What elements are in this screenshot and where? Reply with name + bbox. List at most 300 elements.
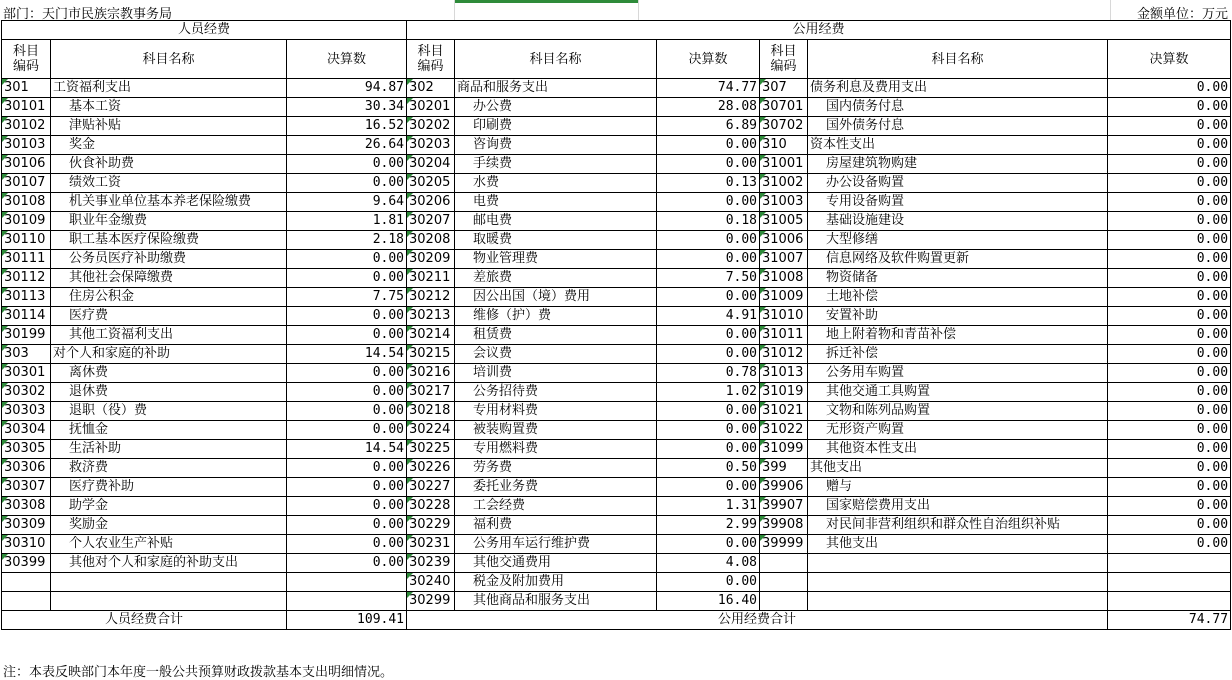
text-number-marker-icon bbox=[2, 326, 8, 332]
row-name[interactable]: 国家赔偿费用支出 bbox=[808, 497, 1108, 516]
row-amount[interactable]: 0.00 bbox=[1108, 117, 1231, 136]
public-total-value[interactable]: 74.77 bbox=[1108, 611, 1231, 630]
row-code[interactable]: 30225 bbox=[407, 440, 455, 459]
row-amount[interactable]: 0.00 bbox=[287, 326, 407, 345]
row-code[interactable]: 30205 bbox=[407, 174, 455, 193]
row-code[interactable]: 31013 bbox=[760, 364, 808, 383]
row-name[interactable]: 奖金 bbox=[51, 136, 287, 155]
row-amount[interactable]: 0.00 bbox=[287, 497, 407, 516]
row-name[interactable]: 救济费 bbox=[51, 459, 287, 478]
text-number-marker-icon bbox=[407, 440, 413, 446]
row-name[interactable]: 津贴补贴 bbox=[51, 117, 287, 136]
row-amount[interactable]: 30.34 bbox=[287, 98, 407, 117]
row-code[interactable]: 31010 bbox=[760, 307, 808, 326]
row-name[interactable]: 公务用车购置 bbox=[808, 364, 1108, 383]
row-name[interactable]: 被装购置费 bbox=[455, 421, 657, 440]
row-name[interactable]: 资本性支出 bbox=[808, 136, 1108, 155]
text-number-marker-icon bbox=[760, 364, 766, 370]
row-amount[interactable]: 4.91 bbox=[657, 307, 760, 326]
row-amount[interactable]: 0.00 bbox=[657, 402, 760, 421]
row-name[interactable] bbox=[808, 554, 1108, 573]
row-name[interactable]: 国内债务付息 bbox=[808, 98, 1108, 117]
row-amount[interactable]: 0.13 bbox=[657, 174, 760, 193]
row-name[interactable]: 商品和服务支出 bbox=[455, 79, 657, 98]
text-number-marker-icon bbox=[760, 288, 766, 294]
text-number-marker-icon bbox=[407, 193, 413, 199]
text-number-marker-icon bbox=[2, 459, 8, 465]
text-number-marker-icon bbox=[760, 535, 766, 541]
table-row bbox=[2, 174, 1231, 193]
row-amount[interactable]: 0.00 bbox=[287, 269, 407, 288]
row-name[interactable]: 机关事业单位基本养老保险缴费 bbox=[51, 193, 287, 212]
row-amount[interactable]: 0.00 bbox=[287, 383, 407, 402]
row-amount[interactable]: 14.54 bbox=[287, 345, 407, 364]
row-name[interactable]: 会议费 bbox=[455, 345, 657, 364]
row-name[interactable]: 文物和陈列品购置 bbox=[808, 402, 1108, 421]
row-name[interactable]: 职业年金缴费 bbox=[51, 212, 287, 231]
row-code[interactable]: 30303 bbox=[2, 402, 51, 421]
row-name[interactable]: 公务招待费 bbox=[455, 383, 657, 402]
row-amount[interactable]: 28.08 bbox=[657, 98, 760, 117]
row-code[interactable]: 30309 bbox=[2, 516, 51, 535]
row-name[interactable]: 安置补助 bbox=[808, 307, 1108, 326]
row-name[interactable]: 抚恤金 bbox=[51, 421, 287, 440]
row-amount[interactable]: 0.00 bbox=[657, 535, 760, 554]
row-amount[interactable]: 0.00 bbox=[657, 193, 760, 212]
row-amount[interactable]: 1.02 bbox=[657, 383, 760, 402]
row-amount[interactable]: 0.00 bbox=[1108, 516, 1231, 535]
row-code[interactable]: 30203 bbox=[407, 136, 455, 155]
row-amount[interactable]: 4.08 bbox=[657, 554, 760, 573]
text-number-marker-icon bbox=[407, 459, 413, 465]
row-name[interactable]: 专用设备购置 bbox=[808, 193, 1108, 212]
row-name[interactable]: 个人农业生产补贴 bbox=[51, 535, 287, 554]
table-row bbox=[2, 573, 1231, 592]
table-row bbox=[2, 307, 1231, 326]
section-personnel: 人员经费 bbox=[2, 21, 407, 40]
row-code[interactable]: 30308 bbox=[2, 497, 51, 516]
row-code[interactable]: 30206 bbox=[407, 193, 455, 212]
row-amount[interactable]: 74.77 bbox=[657, 79, 760, 98]
row-name[interactable]: 绩效工资 bbox=[51, 174, 287, 193]
row-amount[interactable]: 0.00 bbox=[1108, 383, 1231, 402]
row-name[interactable]: 土地补偿 bbox=[808, 288, 1108, 307]
row-name[interactable]: 差旅费 bbox=[455, 269, 657, 288]
row-name[interactable] bbox=[808, 573, 1108, 592]
row-amount[interactable]: 0.00 bbox=[287, 478, 407, 497]
row-name[interactable]: 债务利息及费用支出 bbox=[808, 79, 1108, 98]
text-number-marker-icon bbox=[2, 193, 8, 199]
row-amount[interactable]: 0.00 bbox=[1108, 478, 1231, 497]
row-code[interactable]: 30399 bbox=[2, 554, 51, 573]
row-amount[interactable]: 0.00 bbox=[1108, 250, 1231, 269]
row-amount[interactable]: 16.40 bbox=[657, 592, 760, 611]
text-number-marker-icon bbox=[760, 250, 766, 256]
row-name[interactable]: 无形资产购置 bbox=[808, 421, 1108, 440]
text-number-marker-icon bbox=[760, 383, 766, 389]
row-name[interactable]: 办公费 bbox=[455, 98, 657, 117]
row-code[interactable]: 39908 bbox=[760, 516, 808, 535]
row-name[interactable]: 医疗费 bbox=[51, 307, 287, 326]
row-name[interactable]: 租赁费 bbox=[455, 326, 657, 345]
row-code[interactable]: 302 bbox=[407, 79, 455, 98]
row-code[interactable] bbox=[2, 592, 51, 611]
col-header-name: 科目名称 bbox=[808, 40, 1108, 79]
row-code[interactable]: 31001 bbox=[760, 155, 808, 174]
text-number-marker-icon bbox=[760, 136, 766, 142]
row-name[interactable]: 其他支出 bbox=[808, 535, 1108, 554]
row-name[interactable] bbox=[808, 592, 1108, 611]
row-amount[interactable]: 0.00 bbox=[1108, 79, 1231, 98]
row-amount[interactable]: 0.00 bbox=[287, 307, 407, 326]
row-name[interactable] bbox=[51, 573, 287, 592]
row-name[interactable]: 职工基本医疗保险缴费 bbox=[51, 231, 287, 250]
row-amount[interactable]: 0.00 bbox=[1108, 497, 1231, 516]
row-code[interactable]: 31019 bbox=[760, 383, 808, 402]
row-code[interactable]: 30212 bbox=[407, 288, 455, 307]
row-amount[interactable]: 0.00 bbox=[1108, 269, 1231, 288]
text-number-marker-icon bbox=[760, 231, 766, 237]
row-name[interactable]: 对民间非营利组织和群众性自治组织补贴 bbox=[808, 516, 1108, 535]
row-name[interactable]: 税金及附加费用 bbox=[455, 573, 657, 592]
row-amount[interactable]: 0.00 bbox=[1108, 155, 1231, 174]
row-code[interactable]: 30112 bbox=[2, 269, 51, 288]
row-code[interactable]: 39907 bbox=[760, 497, 808, 516]
row-amount[interactable]: 0.00 bbox=[657, 421, 760, 440]
row-code[interactable]: 303 bbox=[2, 345, 51, 364]
row-code[interactable]: 30113 bbox=[2, 288, 51, 307]
row-code[interactable] bbox=[760, 592, 808, 611]
text-number-marker-icon bbox=[2, 554, 8, 560]
row-amount[interactable]: 0.00 bbox=[657, 155, 760, 174]
row-name[interactable]: 房屋建筑物购建 bbox=[808, 155, 1108, 174]
row-name[interactable]: 基础设施建设 bbox=[808, 212, 1108, 231]
row-code[interactable]: 31099 bbox=[760, 440, 808, 459]
text-number-marker-icon bbox=[407, 554, 413, 560]
table-row bbox=[2, 421, 1231, 440]
row-code[interactable]: 31007 bbox=[760, 250, 808, 269]
row-code[interactable]: 30209 bbox=[407, 250, 455, 269]
row-code[interactable] bbox=[2, 573, 51, 592]
row-code[interactable]: 30217 bbox=[407, 383, 455, 402]
row-name[interactable]: 工资福利支出 bbox=[51, 79, 287, 98]
table-row bbox=[2, 117, 1231, 136]
row-name[interactable]: 维修（护）费 bbox=[455, 307, 657, 326]
row-code[interactable]: 31002 bbox=[760, 174, 808, 193]
row-amount[interactable]: 0.00 bbox=[1108, 231, 1231, 250]
row-amount[interactable]: 0.00 bbox=[657, 440, 760, 459]
row-code[interactable] bbox=[760, 554, 808, 573]
row-name[interactable]: 手续费 bbox=[455, 155, 657, 174]
row-code[interactable]: 399 bbox=[760, 459, 808, 478]
row-name[interactable]: 其他交通工具购置 bbox=[808, 383, 1108, 402]
row-name[interactable]: 水费 bbox=[455, 174, 657, 193]
row-code[interactable]: 30301 bbox=[2, 364, 51, 383]
row-name[interactable]: 赠与 bbox=[808, 478, 1108, 497]
row-name[interactable]: 大型修缮 bbox=[808, 231, 1108, 250]
row-amount[interactable]: 0.00 bbox=[1108, 535, 1231, 554]
row-code[interactable]: 30229 bbox=[407, 516, 455, 535]
row-code[interactable]: 301 bbox=[2, 79, 51, 98]
row-amount[interactable]: 0.00 bbox=[657, 288, 760, 307]
row-code[interactable]: 31008 bbox=[760, 269, 808, 288]
row-amount[interactable]: 94.87 bbox=[287, 79, 407, 98]
row-name[interactable]: 住房公积金 bbox=[51, 288, 287, 307]
row-amount[interactable]: 0.00 bbox=[657, 478, 760, 497]
row-amount[interactable]: 0.00 bbox=[657, 345, 760, 364]
row-amount[interactable]: 0.00 bbox=[287, 250, 407, 269]
row-amount[interactable]: 0.00 bbox=[1108, 307, 1231, 326]
table-row bbox=[2, 155, 1231, 174]
row-code[interactable]: 30101 bbox=[2, 98, 51, 117]
row-code[interactable]: 31022 bbox=[760, 421, 808, 440]
row-amount[interactable]: 0.00 bbox=[1108, 288, 1231, 307]
row-amount[interactable]: 1.81 bbox=[287, 212, 407, 231]
row-code[interactable]: 31003 bbox=[760, 193, 808, 212]
row-name[interactable]: 助学金 bbox=[51, 497, 287, 516]
row-code[interactable]: 30701 bbox=[760, 98, 808, 117]
text-number-marker-icon bbox=[407, 497, 413, 503]
row-name[interactable]: 其他工资福利支出 bbox=[51, 326, 287, 345]
row-amount[interactable]: 0.00 bbox=[1108, 326, 1231, 345]
row-code[interactable]: 30108 bbox=[2, 193, 51, 212]
row-name[interactable]: 电费 bbox=[455, 193, 657, 212]
row-amount[interactable]: 0.00 bbox=[657, 326, 760, 345]
text-number-marker-icon bbox=[760, 307, 766, 313]
row-amount[interactable]: 2.99 bbox=[657, 516, 760, 535]
row-amount[interactable]: 7.50 bbox=[657, 269, 760, 288]
row-amount[interactable]: 1.31 bbox=[657, 497, 760, 516]
row-code[interactable]: 30306 bbox=[2, 459, 51, 478]
row-code[interactable]: 30201 bbox=[407, 98, 455, 117]
row-name[interactable]: 其他资本性支出 bbox=[808, 440, 1108, 459]
text-number-marker-icon bbox=[407, 155, 413, 161]
totals-row bbox=[2, 611, 1231, 630]
row-name[interactable]: 信息网络及软件购置更新 bbox=[808, 250, 1108, 269]
row-code[interactable]: 30213 bbox=[407, 307, 455, 326]
row-name[interactable]: 其他对个人和家庭的补助支出 bbox=[51, 554, 287, 573]
table-row bbox=[2, 326, 1231, 345]
row-name[interactable]: 委托业务费 bbox=[455, 478, 657, 497]
row-name[interactable]: 对个人和家庭的补助 bbox=[51, 345, 287, 364]
row-code[interactable]: 307 bbox=[760, 79, 808, 98]
text-number-marker-icon bbox=[760, 155, 766, 161]
row-name[interactable]: 取暖费 bbox=[455, 231, 657, 250]
row-name[interactable]: 物资储备 bbox=[808, 269, 1108, 288]
row-amount[interactable]: 2.18 bbox=[287, 231, 407, 250]
row-code[interactable]: 30299 bbox=[407, 592, 455, 611]
row-name[interactable]: 其他支出 bbox=[808, 459, 1108, 478]
row-amount[interactable]: 0.00 bbox=[657, 573, 760, 592]
row-amount[interactable] bbox=[1108, 592, 1231, 611]
row-amount[interactable]: 0.00 bbox=[1108, 364, 1231, 383]
col-header-code-text: 科目 bbox=[770, 44, 797, 59]
row-code[interactable]: 31005 bbox=[760, 212, 808, 231]
row-amount[interactable]: 0.00 bbox=[1108, 345, 1231, 364]
row-amount[interactable]: 0.00 bbox=[1108, 421, 1231, 440]
row-code[interactable]: 30207 bbox=[407, 212, 455, 231]
row-code[interactable]: 30107 bbox=[2, 174, 51, 193]
row-code[interactable]: 30208 bbox=[407, 231, 455, 250]
row-code[interactable]: 30305 bbox=[2, 440, 51, 459]
row-code[interactable]: 30307 bbox=[2, 478, 51, 497]
row-code[interactable]: 31011 bbox=[760, 326, 808, 345]
row-code[interactable]: 30302 bbox=[2, 383, 51, 402]
row-code[interactable]: 30103 bbox=[2, 136, 51, 155]
text-number-marker-icon bbox=[2, 364, 8, 370]
row-amount[interactable]: 0.00 bbox=[1108, 402, 1231, 421]
row-code[interactable]: 30218 bbox=[407, 402, 455, 421]
text-number-marker-icon bbox=[407, 250, 413, 256]
row-amount[interactable]: 0.00 bbox=[287, 402, 407, 421]
row-code[interactable]: 30239 bbox=[407, 554, 455, 573]
row-amount[interactable]: 0.00 bbox=[287, 174, 407, 193]
text-number-marker-icon bbox=[2, 98, 8, 104]
personnel-total-value[interactable]: 109.41 bbox=[287, 611, 407, 630]
row-amount[interactable]: 0.78 bbox=[657, 364, 760, 383]
row-code[interactable]: 31009 bbox=[760, 288, 808, 307]
personnel-total-label[interactable]: 人员经费合计 bbox=[2, 611, 287, 630]
row-code[interactable]: 30102 bbox=[2, 117, 51, 136]
row-name[interactable]: 因公出国（境）费用 bbox=[455, 288, 657, 307]
row-code[interactable]: 310 bbox=[760, 136, 808, 155]
row-name[interactable]: 奖励金 bbox=[51, 516, 287, 535]
row-code[interactable]: 30310 bbox=[2, 535, 51, 554]
row-name[interactable]: 专用材料费 bbox=[455, 402, 657, 421]
row-amount[interactable]: 0.00 bbox=[1108, 440, 1231, 459]
row-amount[interactable]: 0.00 bbox=[287, 155, 407, 174]
row-code[interactable]: 39999 bbox=[760, 535, 808, 554]
row-amount[interactable]: 0.00 bbox=[1108, 136, 1231, 155]
row-name[interactable]: 邮电费 bbox=[455, 212, 657, 231]
row-amount[interactable]: 0.00 bbox=[1108, 174, 1231, 193]
row-name[interactable]: 咨询费 bbox=[455, 136, 657, 155]
text-number-marker-icon bbox=[760, 174, 766, 180]
row-amount[interactable]: 0.18 bbox=[657, 212, 760, 231]
row-code[interactable]: 30111 bbox=[2, 250, 51, 269]
row-amount[interactable] bbox=[1108, 573, 1231, 592]
text-number-marker-icon bbox=[407, 421, 413, 427]
row-name[interactable]: 地上附着物和青苗补偿 bbox=[808, 326, 1108, 345]
row-amount[interactable]: 0.00 bbox=[657, 250, 760, 269]
text-number-marker-icon bbox=[407, 117, 413, 123]
row-code[interactable]: 30199 bbox=[2, 326, 51, 345]
row-code[interactable]: 30202 bbox=[407, 117, 455, 136]
row-amount[interactable]: 0.50 bbox=[657, 459, 760, 478]
row-code[interactable]: 31012 bbox=[760, 345, 808, 364]
row-code[interactable]: 30227 bbox=[407, 478, 455, 497]
row-name[interactable]: 办公设备购置 bbox=[808, 174, 1108, 193]
column-divider bbox=[1110, 0, 1111, 20]
row-name[interactable]: 医疗费补助 bbox=[51, 478, 287, 497]
row-code[interactable]: 30109 bbox=[2, 212, 51, 231]
row-code[interactable]: 30304 bbox=[2, 421, 51, 440]
row-name[interactable]: 劳务费 bbox=[455, 459, 657, 478]
row-code[interactable]: 30110 bbox=[2, 231, 51, 250]
row-name[interactable]: 福利费 bbox=[455, 516, 657, 535]
row-name[interactable]: 基本工资 bbox=[51, 98, 287, 117]
text-number-marker-icon bbox=[2, 307, 8, 313]
col-header-amount: 决算数 bbox=[1108, 40, 1231, 79]
row-code[interactable]: 30204 bbox=[407, 155, 455, 174]
row-amount[interactable]: 0.00 bbox=[287, 554, 407, 573]
row-code[interactable] bbox=[760, 573, 808, 592]
row-code[interactable]: 39906 bbox=[760, 478, 808, 497]
row-name[interactable]: 其他交通费用 bbox=[455, 554, 657, 573]
row-amount[interactable] bbox=[287, 573, 407, 592]
row-amount[interactable]: 0.00 bbox=[287, 516, 407, 535]
row-amount[interactable]: 0.00 bbox=[657, 136, 760, 155]
text-number-marker-icon bbox=[2, 79, 8, 85]
row-amount[interactable] bbox=[1108, 554, 1231, 573]
text-number-marker-icon bbox=[2, 535, 8, 541]
row-amount[interactable]: 0.00 bbox=[1108, 459, 1231, 478]
row-name[interactable]: 物业管理费 bbox=[455, 250, 657, 269]
row-amount[interactable]: 0.00 bbox=[1108, 212, 1231, 231]
row-code[interactable]: 30214 bbox=[407, 326, 455, 345]
row-code[interactable]: 30231 bbox=[407, 535, 455, 554]
row-code[interactable]: 30106 bbox=[2, 155, 51, 174]
row-code[interactable]: 30211 bbox=[407, 269, 455, 288]
row-code[interactable]: 30216 bbox=[407, 364, 455, 383]
row-name[interactable]: 印刷费 bbox=[455, 117, 657, 136]
row-code[interactable]: 30240 bbox=[407, 573, 455, 592]
text-number-marker-icon bbox=[2, 231, 8, 237]
row-code[interactable]: 30224 bbox=[407, 421, 455, 440]
row-code[interactable]: 30226 bbox=[407, 459, 455, 478]
row-name[interactable]: 专用燃料费 bbox=[455, 440, 657, 459]
row-name[interactable]: 培训费 bbox=[455, 364, 657, 383]
row-amount[interactable]: 0.00 bbox=[1108, 98, 1231, 117]
row-name[interactable]: 公务员医疗补助缴费 bbox=[51, 250, 287, 269]
row-name[interactable]: 离休费 bbox=[51, 364, 287, 383]
row-code[interactable]: 31006 bbox=[760, 231, 808, 250]
row-name[interactable]: 国外债务付息 bbox=[808, 117, 1108, 136]
row-amount[interactable]: 7.75 bbox=[287, 288, 407, 307]
row-code[interactable]: 31021 bbox=[760, 402, 808, 421]
row-amount[interactable]: 9.64 bbox=[287, 193, 407, 212]
row-amount[interactable]: 0.00 bbox=[287, 459, 407, 478]
row-name[interactable]: 拆迁补偿 bbox=[808, 345, 1108, 364]
row-code[interactable]: 30215 bbox=[407, 345, 455, 364]
row-name[interactable] bbox=[51, 592, 287, 611]
row-name[interactable]: 其他商品和服务支出 bbox=[455, 592, 657, 611]
row-code[interactable]: 30702 bbox=[760, 117, 808, 136]
row-amount[interactable]: 14.54 bbox=[287, 440, 407, 459]
row-code[interactable]: 30228 bbox=[407, 497, 455, 516]
row-name[interactable]: 公务用车运行维护费 bbox=[455, 535, 657, 554]
row-amount[interactable]: 0.00 bbox=[287, 364, 407, 383]
row-name[interactable]: 生活补助 bbox=[51, 440, 287, 459]
row-name[interactable]: 工会经费 bbox=[455, 497, 657, 516]
text-number-marker-icon bbox=[2, 421, 8, 427]
row-code[interactable]: 30114 bbox=[2, 307, 51, 326]
public-total-label[interactable]: 公用经费合计 bbox=[407, 611, 1108, 630]
row-amount[interactable]: 0.00 bbox=[287, 535, 407, 554]
row-amount[interactable]: 0.00 bbox=[287, 421, 407, 440]
row-amount[interactable] bbox=[287, 592, 407, 611]
row-name[interactable]: 退休费 bbox=[51, 383, 287, 402]
row-amount[interactable]: 26.64 bbox=[287, 136, 407, 155]
row-name[interactable]: 伙食补助费 bbox=[51, 155, 287, 174]
row-amount[interactable]: 16.52 bbox=[287, 117, 407, 136]
row-name[interactable]: 其他社会保障缴费 bbox=[51, 269, 287, 288]
col-header-code bbox=[760, 40, 808, 79]
row-amount[interactable]: 0.00 bbox=[1108, 193, 1231, 212]
row-name[interactable]: 退职（役）费 bbox=[51, 402, 287, 421]
row-amount[interactable]: 0.00 bbox=[657, 231, 760, 250]
row-amount[interactable]: 6.89 bbox=[657, 117, 760, 136]
